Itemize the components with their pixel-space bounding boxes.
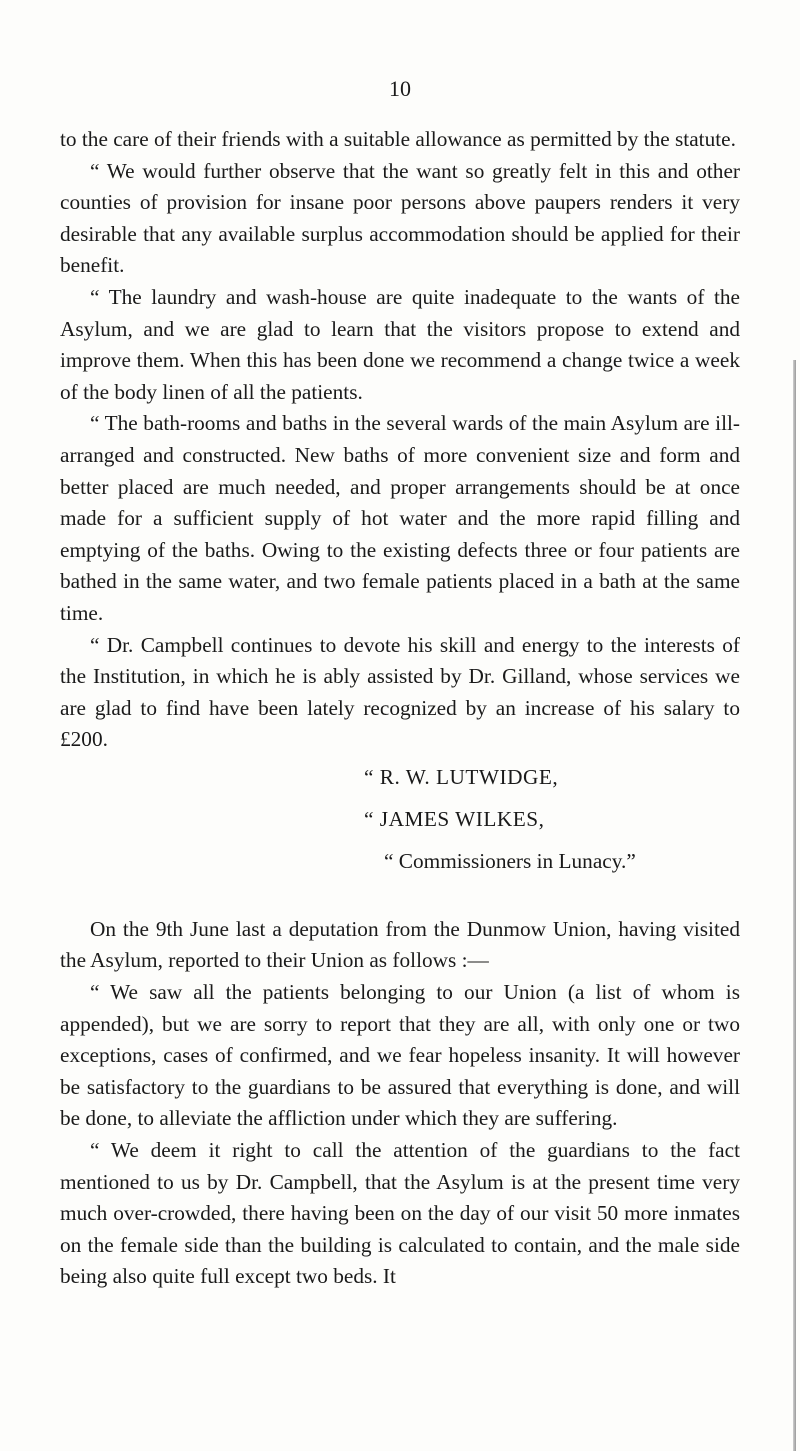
paragraph: “ The bath-rooms and baths in the several wards of the main Asylum are ill-arranged and constructed. New baths of more convenient size and form and better placed are much needed, and proper arrangements should be at once made for a sufficient supply of hot water and the more rapid filling and emptying of the baths. Owing to the existing defects three or four patients are bathed in the same water, and two female patients placed in a bath at the same time. [60,411,740,625]
signature-lutwidge: “ R. W. LUTWIDGE, [364,764,559,789]
signature-block [60,756,740,882]
page-number: 10 [389,76,411,101]
signature-title: “ Commissioners in Lunacy.” [384,848,636,873]
paragraph: to the care of their friends with a suitable allowance as permitted by the statute. [60,127,736,151]
section-gap [60,882,740,914]
document-body [60,124,740,1293]
signature-wilkes: “ JAMES WILKES, [364,806,545,831]
paragraph: “ Dr. Campbell continues to devote his skill and energy to the interests of the Institution, in which he is ably assisted by Dr. Gilland, whose services we are glad to find have been lately recognized by an increase of his salary to £200. [60,632,740,752]
page-edge-shadow [793,360,796,1451]
paragraph: On the 9th June last a deputation from the Dunmow Union, having visited the Asylum, reported to their Union as follows :— [60,916,740,973]
paragraph: “ We deem it right to call the attention of the guardians to the fact mentioned to us by Dr. Campbell, that the Asylum is at the present time very much over-crowded, there having been on the day of our visit 50 more inmates on the female side than the building is calculated to contain, and the male side being also quite full except two beds. It [60,1138,740,1289]
paragraph: “ We saw all the patients belonging to our Union (a list of whom is appended), but we are sorry to report that they are all, with only one or two exceptions, cases of confirmed, and we fear hopeless insanity. It will however be satisfactory to the guardians to be assured that everything is done, and will be done, to alleviate the affliction under which they are suffering. [60,980,740,1131]
paragraph: “ The laundry and wash-house are quite inadequate to the wants of the Asylum, and we are glad to learn that the visitors propose to extend and improve them. When this has been done we recommend a change twice a week of the body linen of all the patients. [60,284,740,404]
paragraph: “ We would further observe that the want so greatly felt in this and other counties of provision for insane poor persons above paupers renders it very desirable that any available surplus accommodation should be applied for their benefit. [60,158,740,278]
